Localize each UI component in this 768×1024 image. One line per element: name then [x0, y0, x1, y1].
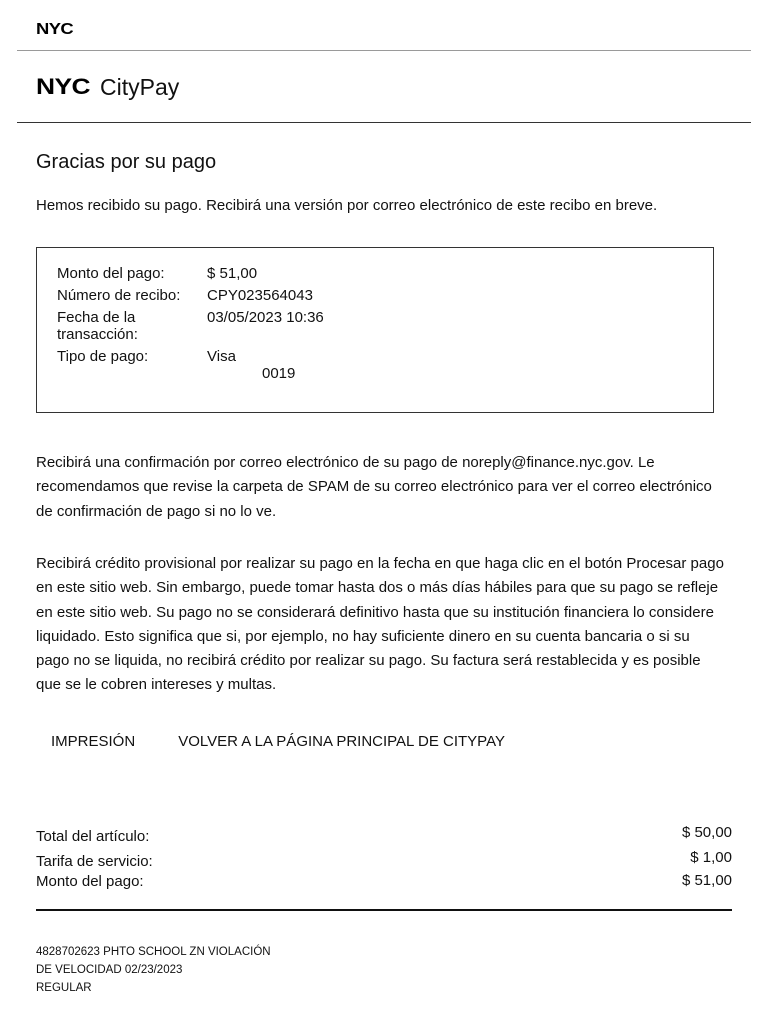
card-last4: 0019 [262, 365, 296, 382]
date-label-line1: Fecha de la [57, 309, 136, 326]
payment-amount-value: $ 51,00 [681, 872, 732, 889]
item-total-label: Total del artículo: [36, 828, 150, 845]
item-total-value: $ 50,00 [681, 824, 732, 841]
service-fee-label: Tarifa de servicio: [36, 853, 153, 870]
payment-type-value: Visa [207, 348, 236, 365]
item-description-line3: REGULAR [36, 982, 92, 994]
amount-value: $ 51,00 [207, 265, 258, 282]
service-fee-value: $ 1,00 [690, 849, 732, 866]
item-description-line2: DE VELOCIDAD 02/23/2023 [36, 964, 183, 976]
item-description-line1: 4828702623 PHTO SCHOOL ZN VIOLACIÓN [36, 946, 271, 958]
receipt-number-value: CPY023564043 [207, 287, 313, 304]
actions-bar [51, 733, 505, 750]
payment-type-label: Tipo de pago: [57, 348, 149, 365]
provisional-credit-note: Recibirá crédito provisional por realizar su pago en la fecha en que haga clic en el botón Procesar pago en este sitio web. Sin embargo, puede tomar hasta dos o más días hábiles para que su pago se refleje en este sitio web. Su pago no se considerará definitivo hasta que su institución financiera lo considere liquidado. Esto significa que si, por ejemplo, no hay suficiente dinero en su cuenta bancaria o si su pago no se liquida, no recibirá crédito por realizar su pago. Su factura será restablecida y es posible que se le cobren intereses y multas. [36, 555, 724, 694]
email-confirmation-note: Recibirá una confirmación por correo electrónico de su pago de noreply@finance.nyc.gov. Le recomendamos que revise la carpeta de SPAM de su correo electrónico para ver el correo electrónico de confirmación de pago si no lo ve. [36, 454, 712, 520]
payment-amount-label: Monto del pago: [36, 873, 144, 890]
nyc-logo[interactable]: NYC [36, 21, 74, 38]
brand-app-name: CityPay [100, 73, 180, 100]
citypay-brand[interactable] [36, 72, 179, 102]
receipt-box [36, 247, 714, 413]
brand-nyc-logo: NYC [36, 74, 90, 99]
date-value: 03/05/2023 10:36 [207, 309, 324, 326]
receipt-number-label: Número de recibo: [57, 287, 181, 304]
date-label-line2: transacción: [57, 326, 138, 343]
item-description [36, 943, 271, 997]
top-divider [17, 50, 751, 51]
print-button[interactable]: IMPRESIÓN [51, 733, 136, 750]
back-to-home-button[interactable]: VOLVER A LA PÁGINA PRINCIPAL DE CITYPAY [178, 733, 505, 750]
intro-text: Hemos recibido su pago. Recibirá una versión por correo electrónico de este recibo en breve. [36, 197, 658, 214]
page-title: Gracias por su pago [36, 151, 217, 173]
summary-divider [36, 909, 732, 911]
header-divider [17, 122, 751, 123]
amount-label: Monto del pago: [57, 265, 165, 282]
